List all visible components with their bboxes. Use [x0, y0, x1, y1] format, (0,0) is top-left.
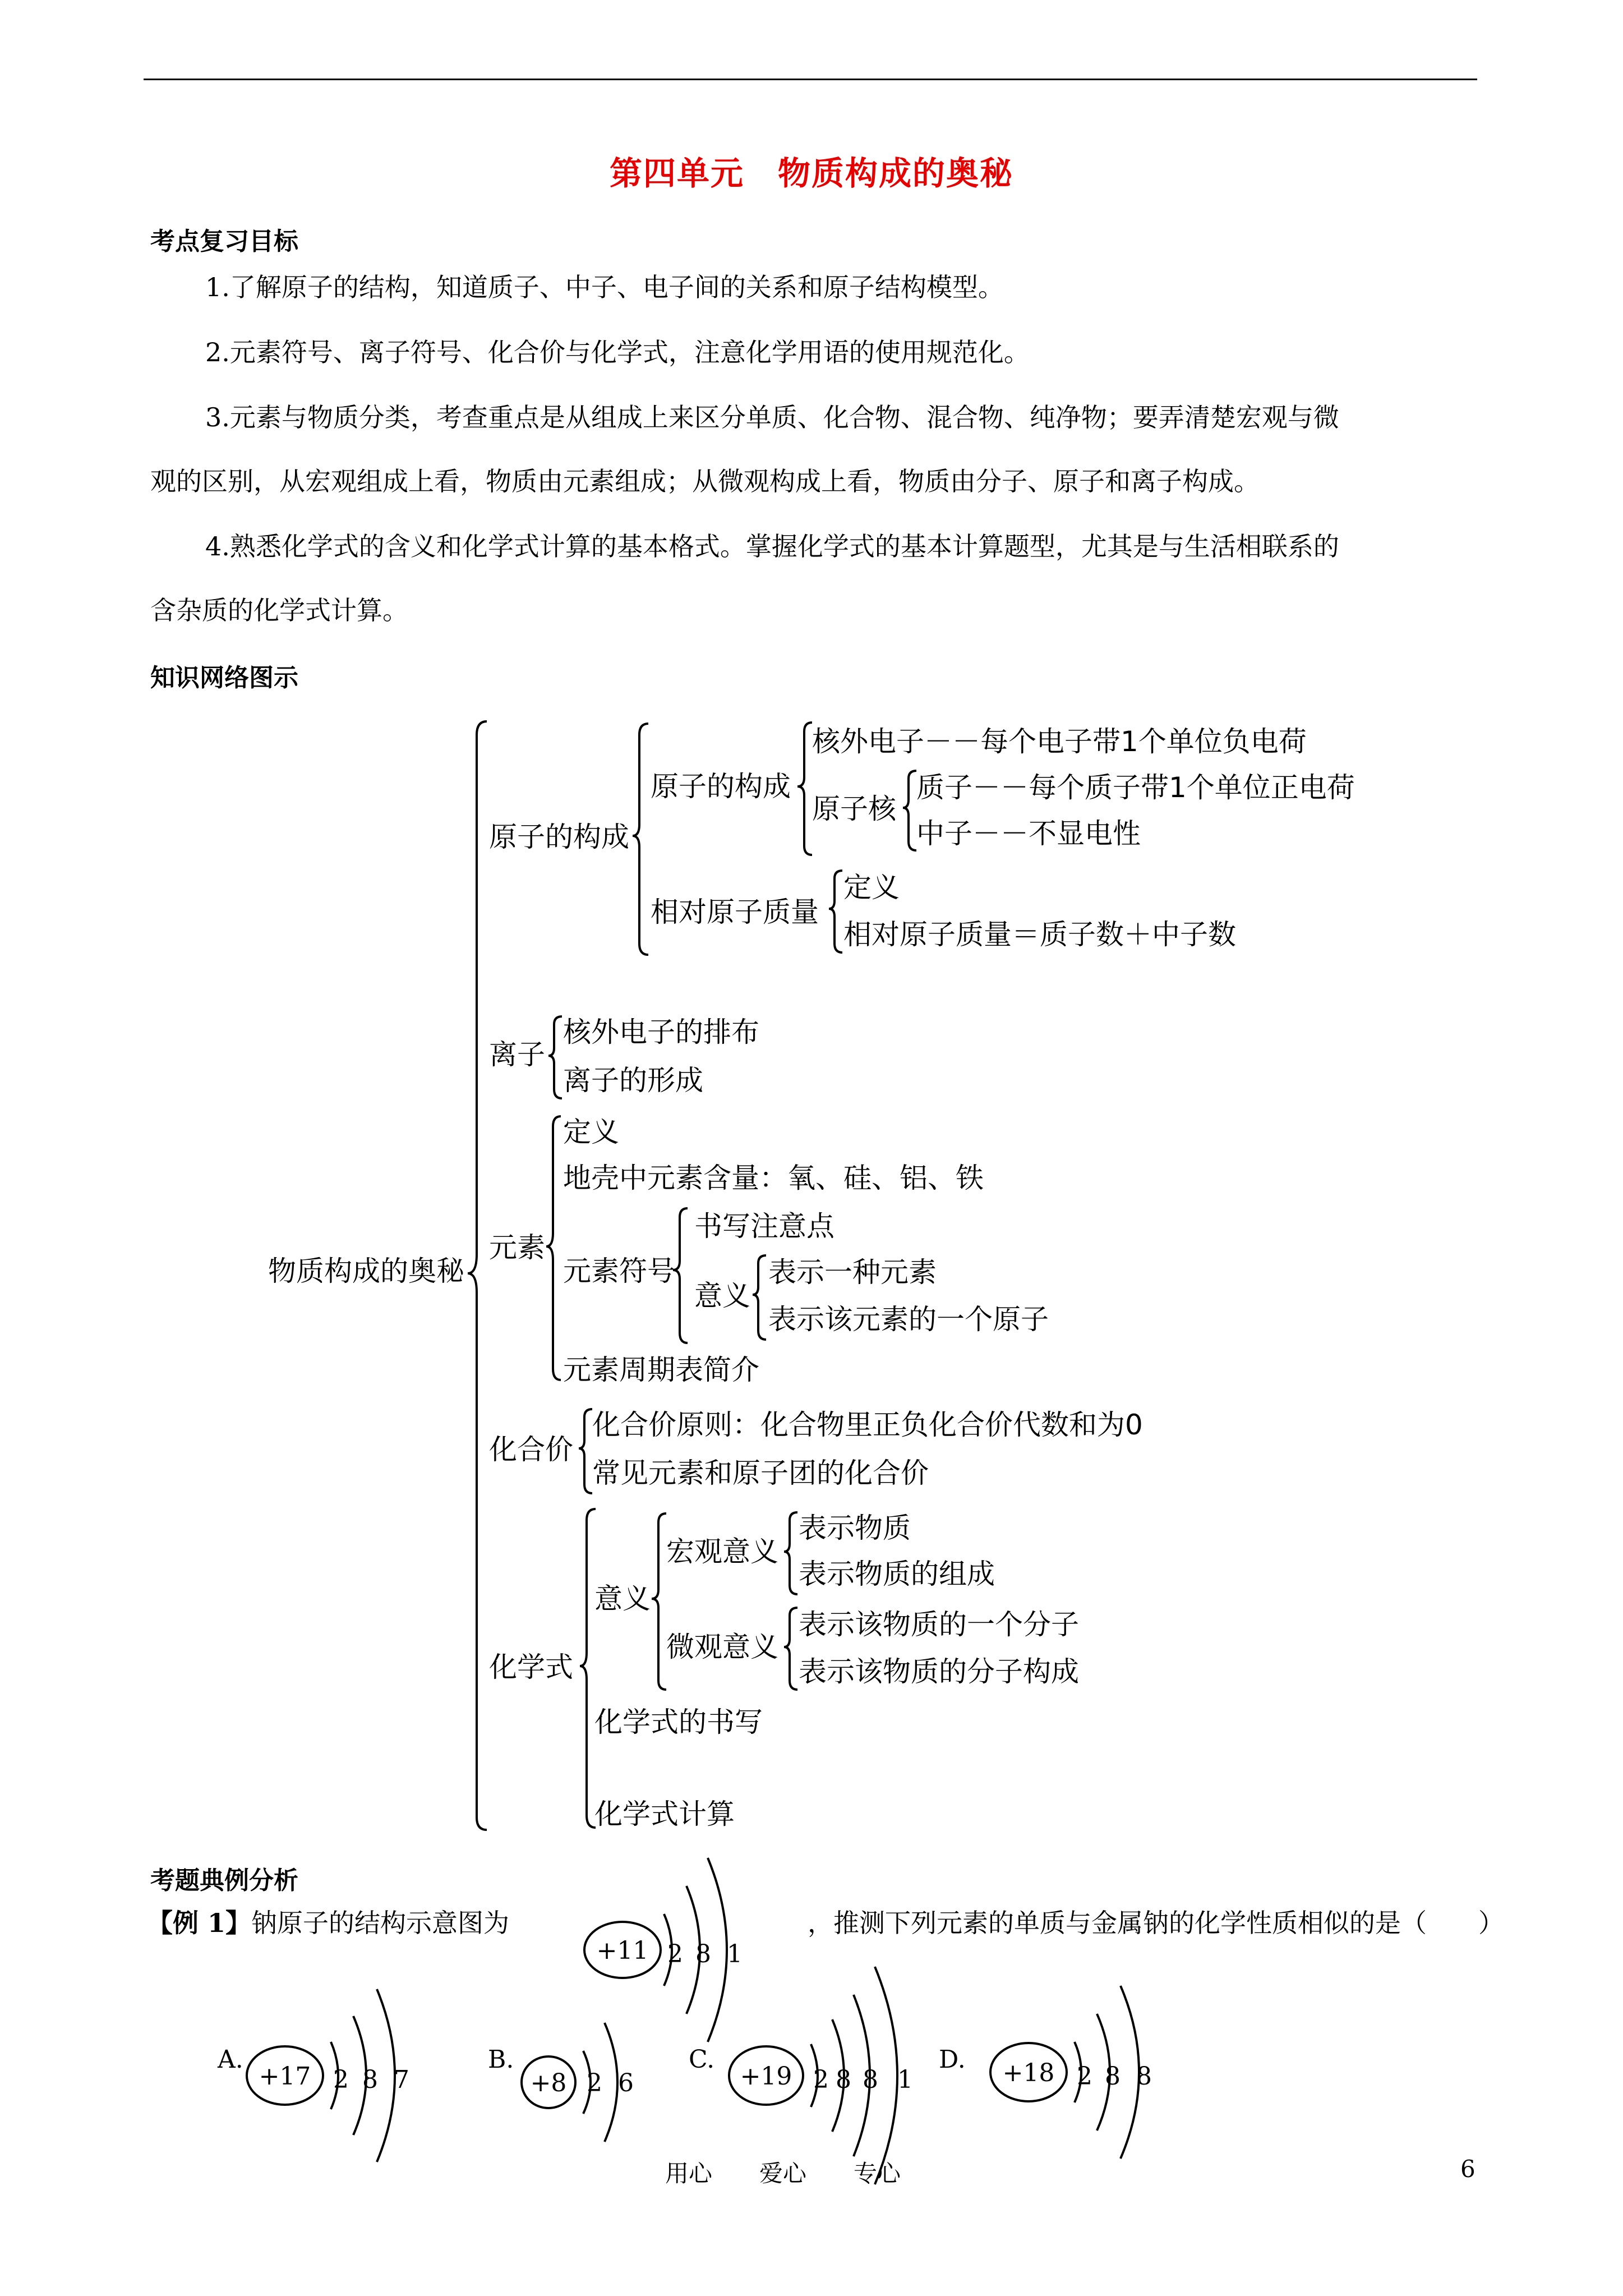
tree-mass-definition: 定义 [843, 871, 900, 904]
option-b-letter: B. [488, 2045, 514, 2074]
goal-1: 1.了解原子的结构，知道质子、中子、电子间的关系和原子结构模型。 [205, 272, 1004, 302]
tree-macro-item-2: 表示物质的组成 [799, 1558, 995, 1590]
goal-4-line-2: 含杂质的化学式计算。 [150, 595, 408, 625]
option-b-nucleus-label: +8 [530, 2069, 567, 2097]
option-d-letter: D. [939, 2045, 966, 2074]
section-heading-targets: 考点复习目标 [150, 227, 298, 256]
sodium-shell-2-electrons: 8 [695, 1940, 711, 1968]
tree-ion-item-1: 核外电子的排布 [563, 1016, 759, 1048]
tree-element-label: 元素 [489, 1231, 545, 1264]
page-number: 6 [1460, 2155, 1476, 2183]
tree-electron: 核外电子－－每个电子带1个单位负电荷 [812, 725, 1307, 758]
option-a-shell-1-electrons: 2 [333, 2065, 349, 2094]
tree-valence-label: 化合价 [489, 1433, 573, 1466]
goal-2: 2.元素符号、离子符号、化合价与化学式，注意化学用语的使用规范化。 [205, 337, 1030, 367]
option-b-shell-2-electrons: 6 [618, 2069, 634, 2097]
sodium-nucleus-label: +11 [596, 1936, 649, 1965]
tree-micro-item-2: 表示该物质的分子构成 [799, 1655, 1079, 1688]
goal-3-line-2: 观的区别，从宏观组成上看，物质由元素组成；从微观构成上看，物质由分子、原子和离子构成。 [150, 466, 1260, 496]
sodium-shell-1-electrons: 2 [667, 1940, 683, 1968]
tree-valence-item-1: 化合价原则：化合物里正负化合价代数和为0 [592, 1409, 1143, 1441]
tree-formula-calc: 化学式计算 [594, 1798, 735, 1830]
option-b-diagram [488, 2023, 634, 2142]
tree-neutron: 中子－－不显电性 [916, 817, 1141, 850]
sodium-structure-diagram [584, 1858, 743, 2042]
section-heading-network: 知识网络图示 [150, 664, 298, 692]
tree-formula-meaning: 意义 [594, 1582, 651, 1615]
tree-nucleus: 原子核 [812, 793, 896, 825]
tree-root: 物质构成的奥秘 [268, 1255, 464, 1287]
tree-proton: 质子－－每个质子带1个单位正电荷 [916, 771, 1355, 804]
sodium-shell-3-electrons: 1 [727, 1940, 743, 1968]
tree-macro-item-1: 表示物质 [799, 1512, 911, 1544]
option-a-shell-2-electrons: 8 [362, 2065, 378, 2094]
option-d-shell-2-electrons: 8 [1105, 2062, 1121, 2091]
option-a-nucleus-label: +17 [259, 2062, 311, 2091]
tree-element-definition: 定义 [563, 1116, 619, 1148]
option-b-shell-1-electrons: 2 [587, 2069, 602, 2097]
option-c-nucleus-label: +19 [740, 2062, 792, 2091]
tree-ion-label: 离子 [489, 1038, 545, 1071]
option-c-shell-2-electrons: 8 [836, 2065, 851, 2094]
option-d-shell-1-electrons: 2 [1077, 2062, 1092, 2091]
goal-3-line-1: 3.元素与物质分类，考查重点是从组成上来区分单质、化合物、混合物、纯净物；要弄清楚宏观与微 [205, 402, 1339, 432]
tree-atom-composition: 原子的构成 [651, 770, 791, 803]
tree-formula-writing: 化学式的书写 [594, 1706, 763, 1738]
option-c-shell-4-electrons: 1 [897, 2065, 913, 2094]
tree-meaning-item-1: 表示一种元素 [768, 1256, 937, 1289]
goal-4-line-1: 4.熟悉化学式的含义和化学式计算的基本格式。掌握化学式的基本计算题型，尤其是与生活相联系的 [205, 531, 1339, 562]
option-c-shell-3-electrons: 8 [863, 2065, 878, 2094]
option-d-nucleus-label: +18 [1002, 2059, 1055, 2087]
option-d-shell-3-electrons: 8 [1136, 2062, 1152, 2091]
tree-atom-label: 原子的构成 [489, 821, 629, 853]
tree-macro-meaning: 宏观意义 [666, 1535, 778, 1568]
tree-micro-item-1: 表示该物质的一个分子 [799, 1608, 1079, 1641]
tree-meaning-item-2: 表示该元素的一个原子 [768, 1303, 1049, 1336]
tree-element-content: 地壳中元素含量：氧、硅、铝、铁 [563, 1162, 984, 1194]
example-1-text-after: ，推测下列元素的单质与金属钠的化学性质相似的是（ ） [808, 1908, 1504, 1938]
tree-ion-item-2: 离子的形成 [563, 1064, 703, 1097]
option-b-shell-2-arc [605, 2023, 617, 2142]
footer-motto: 用心 爱心 专心 [665, 2160, 901, 2187]
page-title: 第四单元 物质构成的奥秘 [609, 154, 1013, 192]
tree-symbol-note: 书写注意点 [694, 1210, 834, 1243]
tree-formula-label: 化学式 [489, 1651, 573, 1683]
tree-valence-item-2: 常见元素和原子团的化合价 [592, 1457, 929, 1489]
tree-mass-formula: 相对原子质量＝质子数＋中子数 [843, 918, 1236, 951]
tree-micro-meaning: 微观意义 [666, 1631, 778, 1663]
option-c-shell-4-arc [875, 1967, 897, 2184]
section-heading-examples: 考题典例分析 [150, 1866, 298, 1895]
tree-relative-mass: 相对原子质量 [651, 896, 819, 928]
tree-symbol-meaning: 意义 [694, 1280, 750, 1312]
option-a-shell-3-arc [377, 1989, 395, 2162]
option-a-diagram [217, 1989, 409, 2162]
tree-element-symbol: 元素符号 [563, 1255, 675, 1287]
option-a-shell-3-electrons: 7 [394, 2065, 409, 2094]
option-c-letter: C. [689, 2045, 715, 2074]
option-c-shell-1-electrons: 2 [813, 2065, 829, 2094]
option-a-letter: A. [218, 2045, 243, 2074]
example-1-tag: 【例 1】 [147, 1908, 252, 1938]
tree-periodic-table: 元素周期表简介 [563, 1354, 759, 1386]
option-d-diagram [939, 1986, 1152, 2159]
example-1-text-before: 钠原子的结构示意图为 [251, 1908, 510, 1938]
